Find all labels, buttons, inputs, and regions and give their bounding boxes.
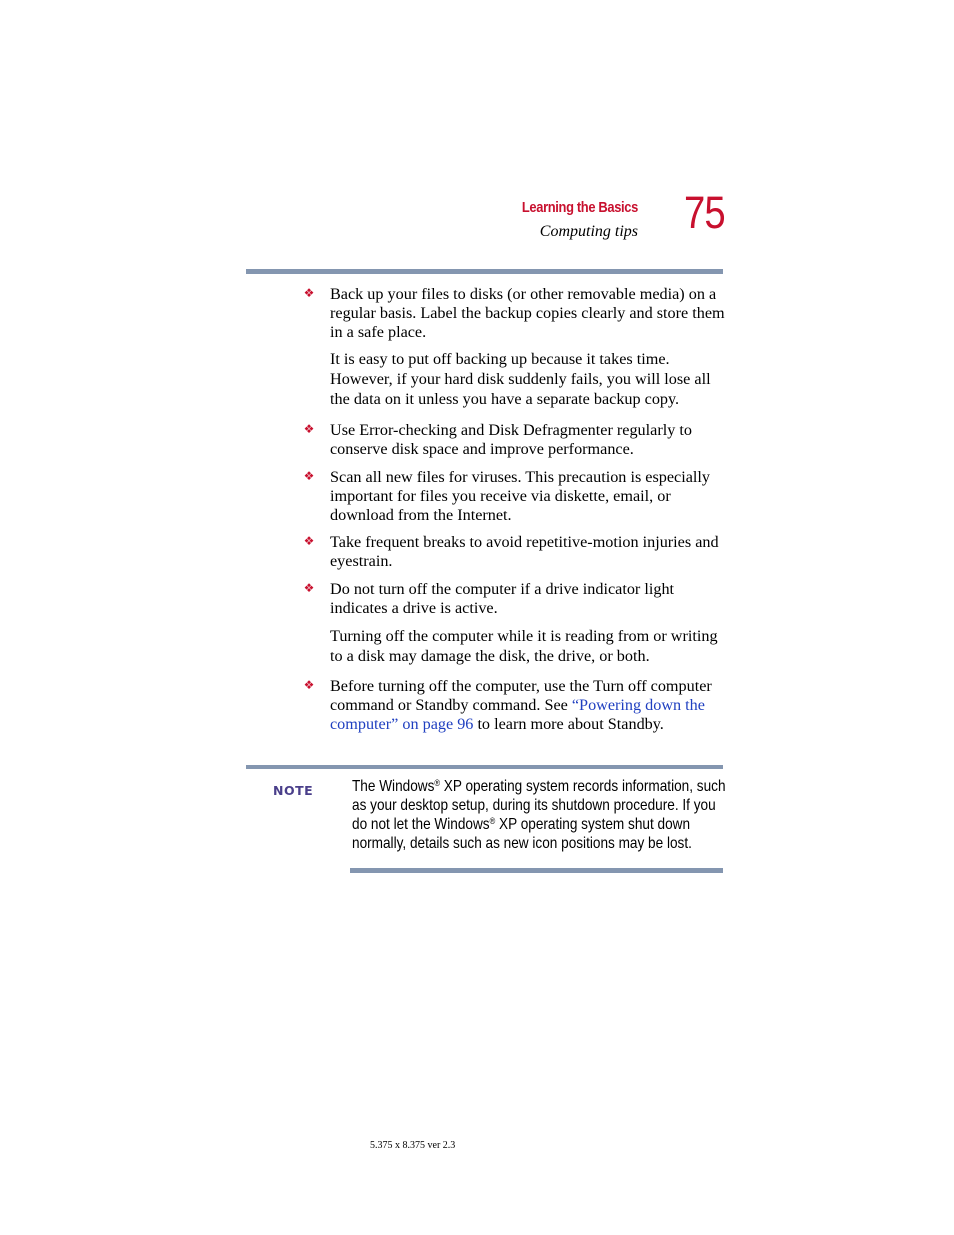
bullet-followup-backup: It is easy to put off backing up because it takes time. However, if your hard disk suddenly fails, you will lose all the data on it unless you have a separate backup copy.	[330, 350, 711, 408]
bullet-text-drive-light: Do not turn off the computer if a drive indicator light indicates a drive is active.	[330, 580, 675, 617]
note-divider-bottom	[350, 868, 723, 873]
bullet-text-turn-off-start: Before turning off the computer, use the Turn off computer command or Standby command. See	[330, 677, 712, 714]
bullet-text-turn-off	[330, 677, 730, 734]
note-text	[352, 777, 726, 853]
bullet-icon: ❖	[303, 581, 315, 595]
note-label: NOTE	[273, 783, 314, 798]
page-number: 75	[684, 187, 725, 238]
powering-down-link[interactable]: “Powering down the computer” on page 96	[330, 696, 705, 733]
note-text-part1: The Windows	[352, 778, 435, 795]
bullet-text-turn-off-end: to learn more about Standby.	[473, 715, 664, 733]
bullet-icon: ❖	[303, 422, 315, 436]
note-text-part2: XP operating system records information, such as your desktop setup, during its shutdown procedure. If you do not let the Windows	[352, 778, 726, 833]
section-title: Computing tips	[539, 223, 638, 240]
bullet-text-backup: Back up your files to disks (or other removable media) on a regular basis. Label the backup copies clearly and store them in a safe place.	[330, 285, 725, 341]
bullet-icon: ❖	[303, 678, 315, 692]
footer-version: 5.375 x 8.375 ver 2.3	[370, 1140, 456, 1151]
note-divider-top	[246, 765, 723, 769]
bullet-icon: ❖	[303, 469, 315, 483]
bullet-icon: ❖	[303, 286, 315, 300]
registered-mark: ®	[489, 816, 496, 826]
bullet-text-breaks: Take frequent breaks to avoid repetitive-motion injuries and eyestrain.	[330, 533, 719, 570]
note-text-part3: XP operating system shut down normally, details such as new icon positions may be lost.	[352, 816, 692, 852]
bullet-followup-drive-light: Turning off the computer while it is reading from or writing to a disk may damage the disk, the drive, or both.	[330, 627, 718, 665]
bullet-icon: ❖	[303, 534, 315, 548]
chapter-title: Learning the Basics	[521, 199, 638, 216]
bullet-text-defrag: Use Error-checking and Disk Defragmenter regularly to conserve disk space and improve performance.	[330, 421, 692, 458]
bullet-text-viruses: Scan all new files for viruses. This precaution is especially important for files you receive via diskette, email, or download from the Internet.	[330, 468, 711, 524]
header-divider	[246, 269, 723, 274]
registered-mark: ®	[434, 778, 441, 788]
